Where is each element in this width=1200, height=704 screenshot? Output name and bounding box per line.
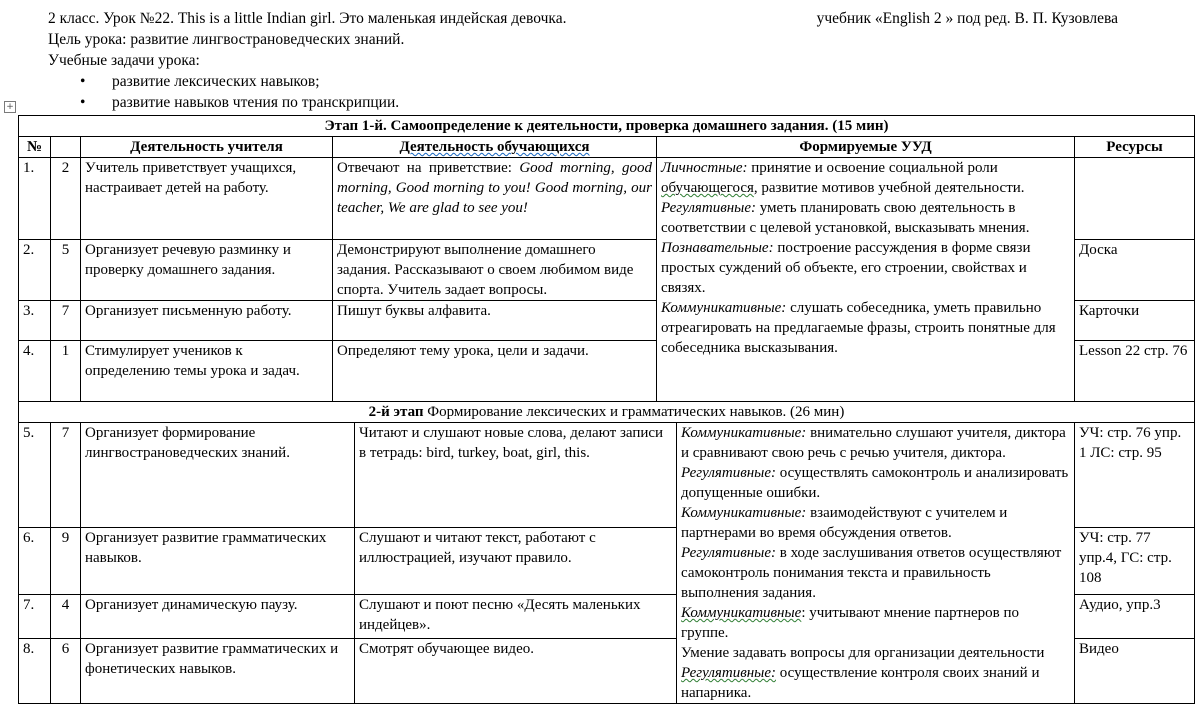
resource-cell: УЧ: стр. 77 упр.4, ГС: стр. 108: [1075, 528, 1195, 595]
task-item: • развитие навыков чтения по транскрипции.: [100, 92, 1188, 113]
uud-stage-2: Коммуникативные: внимательно слушают учителя, диктора и сравнивают свою речь с речью учителя, диктора. Регулятивные: осуществлять самоконтроль и анализировать допущенные ошибки. Коммуникативные: взаимодействуют с учителем и партнерами во время обсуждения ответов. Регулятивные: в ходе заслушивания ответов осуществляют самоконтроль понимания текста и правильность выполнения задания. Коммуникативные: учитывают мнение партнеров по группе. Умение задавать вопросы для организации деятельности Регулятивные: осуществление контроля своих знаний и напарника.: [677, 423, 1075, 704]
resource-cell: [1075, 158, 1195, 240]
textbook-reference: учебник «English 2 » под ред. В. П. Кузовлева: [816, 10, 1118, 27]
table-move-handle-icon[interactable]: +: [4, 101, 16, 113]
teacher-activity: Организует динамическую паузу.: [81, 595, 355, 639]
row-number: 3.: [19, 301, 51, 341]
row-minutes: 1: [51, 341, 81, 402]
col-header-resources: Ресурсы: [1075, 137, 1195, 158]
lesson-goal: Цель урока: развитие лингвострановедческих знаний.: [48, 31, 405, 48]
tasks-label: Учебные задачи урока:: [48, 52, 200, 69]
header-line: [48, 8, 1118, 29]
stage-1-title: Этап 1-й. Самоопределение к деятельности, проверка домашнего задания. (15 мин): [19, 116, 1195, 137]
row-number: 4.: [19, 341, 51, 402]
row-number: 2.: [19, 240, 51, 301]
resource-cell: Доска: [1075, 240, 1195, 301]
teacher-activity: Организует письменную работу.: [81, 301, 333, 341]
tasks-list: [48, 71, 1188, 113]
col-header-students: Деятельность обучающихся: [333, 137, 657, 158]
row-number: 5.: [19, 423, 51, 528]
student-activity: Пишут буквы алфавита.: [333, 301, 657, 341]
table-row: [19, 158, 1195, 240]
col-header-teacher: Деятельность учителя: [81, 137, 333, 158]
resource-cell: Видео: [1075, 639, 1195, 704]
student-activity: Демонстрируют выполнение домашнего задания. Рассказывают о своем любимом виде спорта. Учитель задает вопросы.: [333, 240, 657, 301]
student-activity: Слушают и поют песню «Десять маленьких индейцев».: [355, 595, 677, 639]
stage-2-title: 2-й этап Формирование лексических и грамматических навыков. (26 мин): [19, 402, 1195, 423]
row-minutes: 2: [51, 158, 81, 240]
table-row: [19, 423, 1195, 528]
teacher-activity: Организует формирование лингвострановедческих знаний.: [81, 423, 355, 528]
stage-1-row: [19, 116, 1195, 137]
task-item: • развитие лексических навыков;: [100, 71, 1188, 92]
lesson-title: 2 класс. Урок №22. This is a little Indian girl. Это маленькая индейская девочка.: [48, 10, 567, 27]
stage-2-row: [19, 402, 1195, 423]
student-activity: Определяют тему урока, цели и задачи.: [333, 341, 657, 402]
uud-stage-1: Личностные: принятие и освоение социальной роли обучающегося, развитие мотивов учебной деятельности. Регулятивные: уметь планировать свою деятельность в соответствии с целевой установкой, высказывать мнения. Познавательные: построение рассуждения в форме связи простых суждений об объекте, его строении, свойствах и связях. Коммуникативные: слушать собеседника, уметь правильно отреагировать на предлагаемые фразы, строить понятные для собеседника высказывания.: [657, 158, 1075, 402]
resource-cell: Аудио, упр.3: [1075, 595, 1195, 639]
teacher-activity: Учитель приветствует учащихся, настраивает детей на работу.: [81, 158, 333, 240]
header-row: [19, 137, 1195, 158]
col-header-time: [51, 137, 81, 158]
row-minutes: 7: [51, 301, 81, 341]
lesson-header: [48, 8, 1188, 113]
teacher-activity: Организует развитие грамматических навыков.: [81, 528, 355, 595]
resource-cell: Карточки: [1075, 301, 1195, 341]
col-header-number: №: [19, 137, 51, 158]
resource-cell: УЧ: стр. 76 упр. 1 ЛС: стр. 95: [1075, 423, 1195, 528]
row-minutes: 6: [51, 639, 81, 704]
row-number: 7.: [19, 595, 51, 639]
row-number: 6.: [19, 528, 51, 595]
lesson-plan-table: [18, 115, 1195, 704]
row-number: 8.: [19, 639, 51, 704]
row-minutes: 7: [51, 423, 81, 528]
student-activity: Смотрят обучающее видео.: [355, 639, 677, 704]
row-minutes: 5: [51, 240, 81, 301]
row-number: 1.: [19, 158, 51, 240]
student-activity: Читают и слушают новые слова, делают записи в тетрадь: bird, turkey, boat, girl, this.: [355, 423, 677, 528]
teacher-activity: Стимулирует учеников к определению темы урока и задач.: [81, 341, 333, 402]
row-minutes: 4: [51, 595, 81, 639]
teacher-activity: Организует развитие грамматических и фонетических навыков.: [81, 639, 355, 704]
col-header-uud: Формируемые УУД: [657, 137, 1075, 158]
student-activity: Слушают и читают текст, работают с иллюстрацией, изучают правило.: [355, 528, 677, 595]
teacher-activity: Организует речевую разминку и проверку домашнего задания.: [81, 240, 333, 301]
resource-cell: Lesson 22 стр. 76: [1075, 341, 1195, 402]
row-minutes: 9: [51, 528, 81, 595]
student-activity: Отвечают на приветствие: Good morning, good morning, Good morning to you! Good morning, our teacher, We are glad to see you!: [333, 158, 657, 240]
